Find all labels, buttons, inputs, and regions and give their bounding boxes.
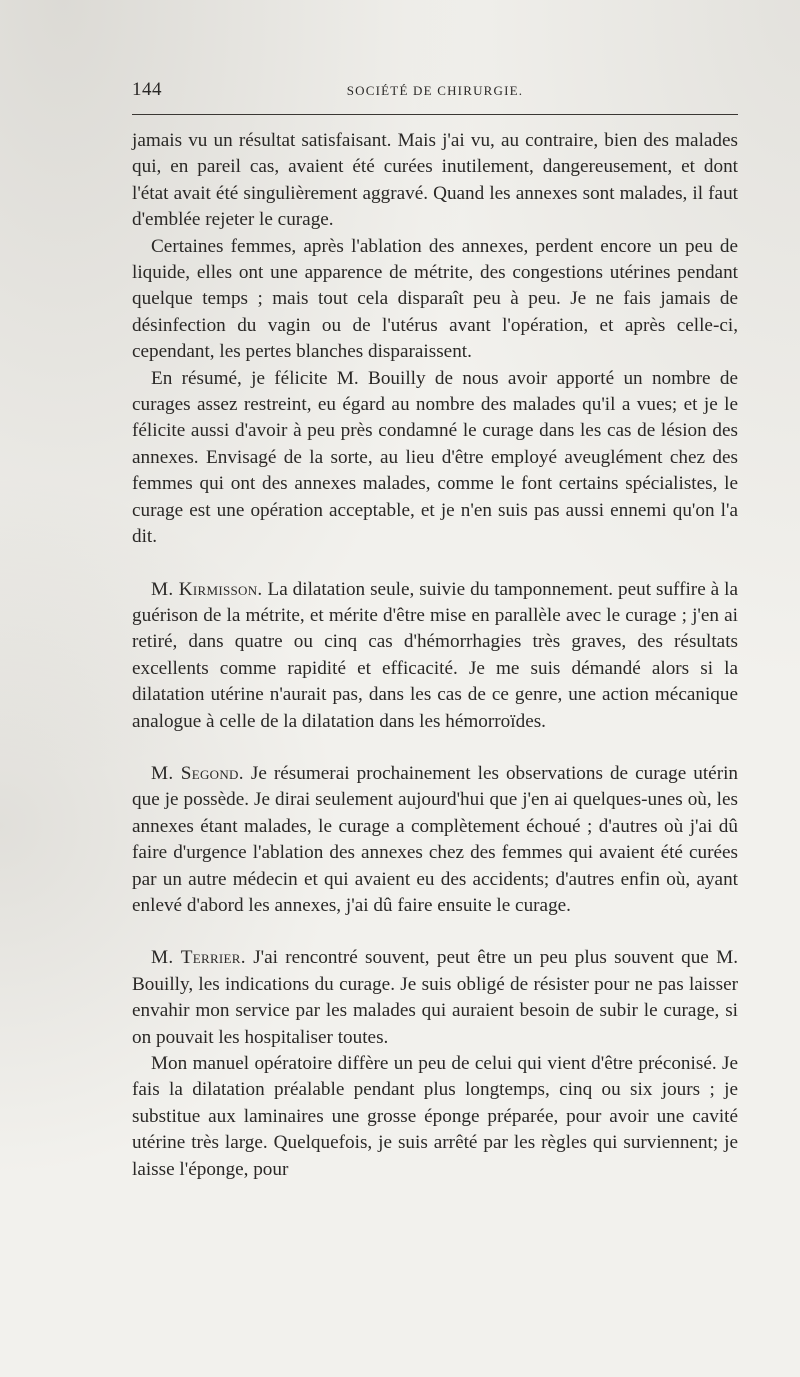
speaker-name: M. Kirmisson. [151,578,263,600]
speech-text: La dilatation seule, suivie du tamponnement. peut suffire à la guérison de la métrite, et mérite d'être mise en parallèle avec le curage ; j'en ai retiré, dans quatre ou cinq cas d'hémorrhagies très graves, des résultats excellents comme rapidité et efficacité. Je me suis démandé alors si la dilatation utérine n'aurait pas, dans les cas de ce genre, une action mécanique analogue à celle de la dilatation dans les hémorroïdes. [132,578,738,732]
speech-kirmisson [132,577,738,735]
running-title: SOCIÉTÉ DE CHIRURGIE. [346,83,524,98]
page-number: 144 [132,79,162,100]
header-rule [132,114,738,115]
page-header [132,79,738,103]
speech-text: Je résumerai prochainement les observations de curage utérin que je possède. Je dirai seulement aujourd'hui que j'en ai quelques-unes où, les annexes étant malades, le curage a complètement échoué ; d'autres où j'ai dû faire d'urgence l'ablation des annexes chez des femmes qui avaient été curées par un autre médecin et qui avaient eu des accidents; d'autres enfin où, ayant enlevé d'abord les annexes, j'ai dû faire ensuite le curage. [132,762,739,916]
speaker-name: M. Segond. [151,762,244,784]
paragraph-continuation: jamais vu un résultat satisfaisant. Mais j'ai vu, au contraire, bien des malades qui, en pareil cas, avaient été curées inutilement, dangereusement, et dont l'état avait été singulièrement aggravé. Quand les annexes sont malades, il faut d'emblée rejeter le curage. [132,130,738,231]
body-text [132,128,738,1183]
paragraph: Mon manuel opératoire diffère un peu de celui qui vient d'être préconisé. Je fais la dilatation préalable pendant plus longtemps, cinq ou six jours ; je substitue aux laminaires une grosse éponge préparée, pour avoir une cavité utérine très large. Quelquefois, je suis arrêté par les règles qui surviennent; je laisse l'éponge, pour [132,1053,738,1180]
paragraph: En résumé, je félicite M. Bouilly de nous avoir apporté un nombre de curages assez restreint, eu égard au nombre des malades qu'il a vues; et je le félicite aussi d'avoir à peu près condamné le curage dans les cas de lésion des annexes. Envisagé de la sorte, au lieu d'être employé aveuglément chez des femmes qui ont des annexes malades, comme le font certains spécialistes, le curage est une opération acceptable, et je n'en suis pas aussi ennemi qu'on l'a dit. [132,367,738,548]
speaker-name: M. Terrier. [151,947,246,969]
speech-terrier [132,945,738,1051]
paragraph: Certaines femmes, après l'ablation des annexes, perdent encore un peu de liquide, elles ont une apparence de métrite, des congestions utérines pendant quelque temps ; mais tout cela disparaît peu à peu. Je ne fais jamais de désinfection du vagin ou de l'utérus avant l'opération, et après celle-ci, cependant, les pertes blanches disparaissent. [132,235,738,363]
speech-text: J'ai rencontré souvent, peut être un peu plus souvent que M. Bouilly, les indications du curage. Je suis obligé de résister pour ne pas laisser envahir mon service par les malades qui auraient besoin de subir le curage, si on pouvait les hospitaliser toutes. [132,947,738,1048]
speech-segond [132,761,738,919]
